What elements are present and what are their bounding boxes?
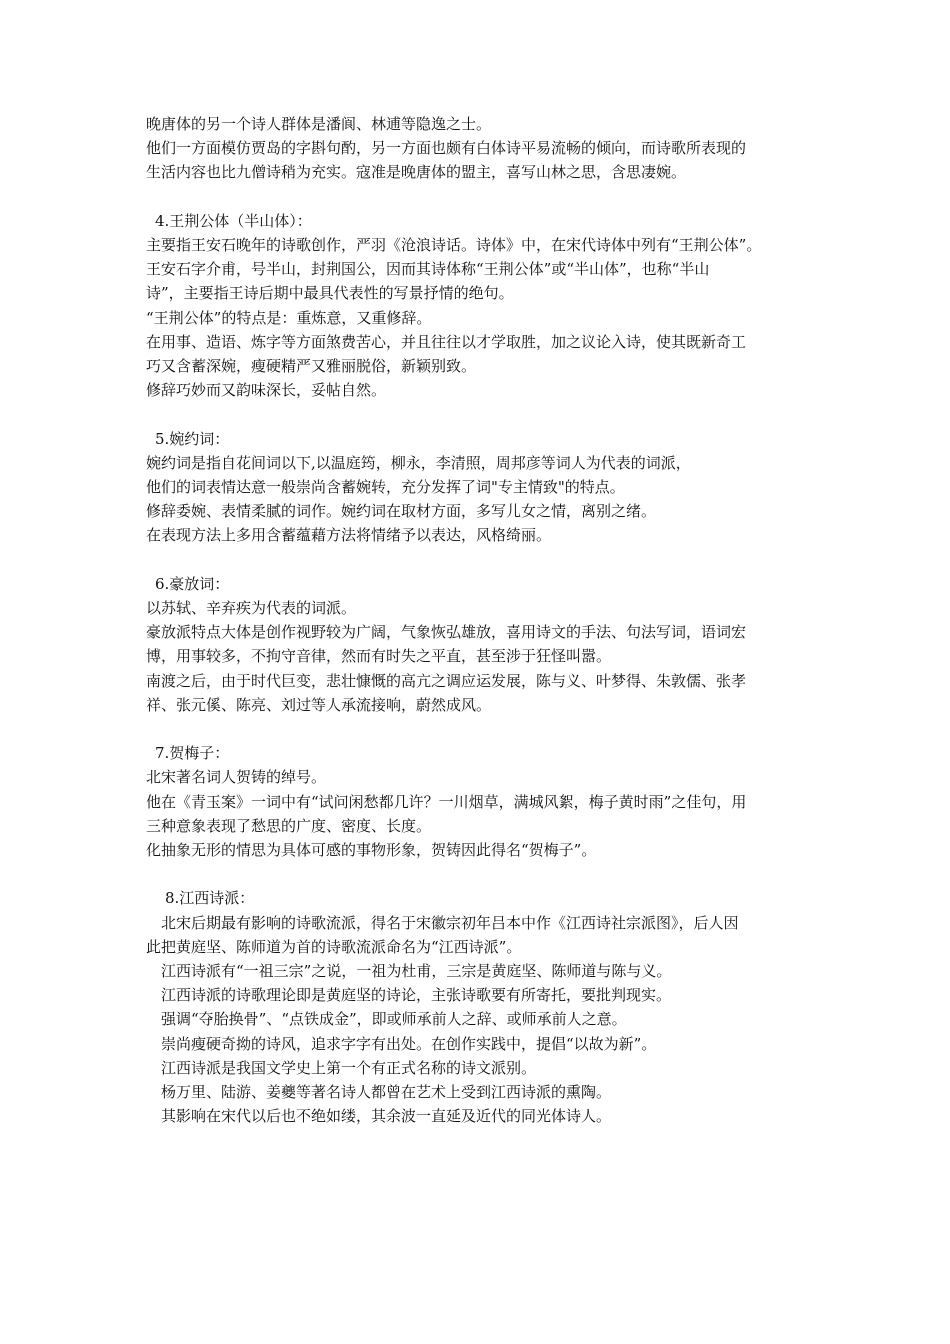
- blank-line: [0, 548, 950, 572]
- blank-line: [0, 402, 950, 426]
- paragraph-line: 生活内容也比九僧诗稍为充实。寇准是晚唐体的盟主，喜写山林之思，含思凄婉。: [146, 163, 687, 182]
- paragraph-line: 以苏轼、辛弃疾为代表的词派。: [146, 599, 357, 618]
- blank-line: [0, 717, 950, 741]
- paragraph-line: 巧又含蓄深婉，瘦硬精严又雅丽脱俗，新颖别致。: [146, 357, 477, 376]
- paragraph-line: 他在《青玉案》一词中有“试问闲愁都几许？一川烟草，满城风絮，梅子黄时雨”之佳句，用: [146, 792, 747, 811]
- paragraph-line: 豪放派特点大体是创作视野较为广阔，气象恢弘雄放，喜用诗文的手法、句法写词，语词宏: [146, 623, 747, 642]
- paragraph-line: 此把黄庭坚、陈师道为首的诗歌流派命名为“江西诗派”。: [146, 937, 522, 956]
- blank-line: [0, 185, 950, 209]
- section-heading: 5.婉约词：: [155, 429, 230, 448]
- paragraph-line: 杨万里、陆游、姜夔等著名诗人都曾在艺术上受到江西诗派的熏陶。: [161, 1083, 612, 1102]
- paragraph-line: 强调“夺胎换骨”、“点铁成金”，即或师承前人之辞、或师承前人之意。: [161, 1010, 627, 1029]
- paragraph-line: 博，用事较多，不拘守音律，然而有时失之平直，甚至涉于狂怪叫嚣。: [146, 647, 612, 666]
- blank-line: [0, 862, 950, 886]
- paragraph-line: 王安石字介甫，号半山，封荆国公，因而其诗体称“王荆公体”或“半山体”，也称“半山: [146, 260, 710, 279]
- paragraph-line: “王荆公体”的特点是：重炼意，又重修辞。: [146, 308, 432, 327]
- paragraph-line: 江西诗派是我国文学史上第一个有正式名称的诗文派别。: [161, 1058, 537, 1077]
- paragraph-line: 在用事、造语、炼字等方面煞费苦心，并且往往以才学取胜，加之议论入诗，使其既新奇工: [146, 332, 747, 351]
- paragraph-line: 主要指王安石晚年的诗歌创作，严羽《沧浪诗话。诗体》中，在宋代诗体中列有“王荆公体”。: [146, 236, 762, 254]
- paragraph-line: 在表现方法上多用含蓄蕴藉方法将情绪予以表达，风格绮丽。: [146, 526, 552, 545]
- section-heading: 6.豪放词：: [155, 574, 230, 593]
- paragraph-line: 北宋著名词人贺铸的绰号。: [146, 768, 327, 787]
- paragraph-line: 祥、张元傒、陈亮、刘过等人承流接响，蔚然成风。: [146, 695, 492, 714]
- paragraph-line: 其影响在宋代以后也不绝如缕，其余波一直延及近代的同光体诗人。: [161, 1107, 612, 1126]
- paragraph-line: 北宋后期最有影响的诗歌流派，得名于宋徽宗初年吕本中作《江西诗社宗派图》，后人因: [161, 913, 739, 932]
- paragraph-line: 晚唐体的另一个诗人群体是潘阆、林逋等隐逸之士。: [146, 115, 492, 133]
- paragraph-line: 江西诗派有“一祖三宗”之说，一祖为杜甫，三宗是黄庭坚、陈师道与陈与义。: [161, 962, 672, 981]
- paragraph-line: 他们的词表情达意一般崇尚含蓄婉转，充分发挥了词"专主情致"的特点。: [146, 478, 625, 497]
- section-heading: 8.江西诗派：: [165, 889, 255, 908]
- paragraph-line: 崇尚瘦硬奇拗的诗风，追求字字有出处。在创作实践中，提倡“以故为新”。: [161, 1034, 657, 1053]
- paragraph-line: 南渡之后，由于时代巨变，悲壮慷慨的高亢之调应运发展，陈与义、叶梦得、朱敦儒、张孝: [146, 671, 747, 690]
- paragraph-line: 诗”，主要指王诗后期中最具代表性的写景抒情的绝句。: [146, 284, 514, 303]
- paragraph-line: 他们一方面模仿贾岛的字斟句酌，另一方面也颇有白体诗平易流畅的倾向，而诗歌所表现的: [146, 139, 747, 158]
- paragraph-line: 江西诗派的诗歌理论即是黄庭坚的诗论，主张诗歌要有所寄托，要批判现实。: [161, 986, 672, 1005]
- paragraph-line: 婉约词是指自花间词以下,以温庭筠，柳永，李清照，周邦彦等词人为代表的词派，: [146, 453, 691, 472]
- paragraph-line: 修辞巧妙而又韵味深长，妥帖自然。: [146, 381, 387, 400]
- section-heading: 4.王荆公体（半山体）：: [155, 211, 312, 230]
- section-heading: 7.贺梅子：: [155, 744, 230, 763]
- paragraph-line: 三种意象表现了愁思的广度、密度、长度。: [146, 816, 432, 835]
- paragraph-line: 化抽象无形的情思为具体可感的事物形象，贺铸因此得名“贺梅子”。: [146, 841, 597, 860]
- paragraph-line: 修辞委婉、表情柔腻的词作。婉约词在取材方面，多写儿女之情，离别之绪。: [146, 502, 657, 521]
- document-page: [0, 112, 950, 1128]
